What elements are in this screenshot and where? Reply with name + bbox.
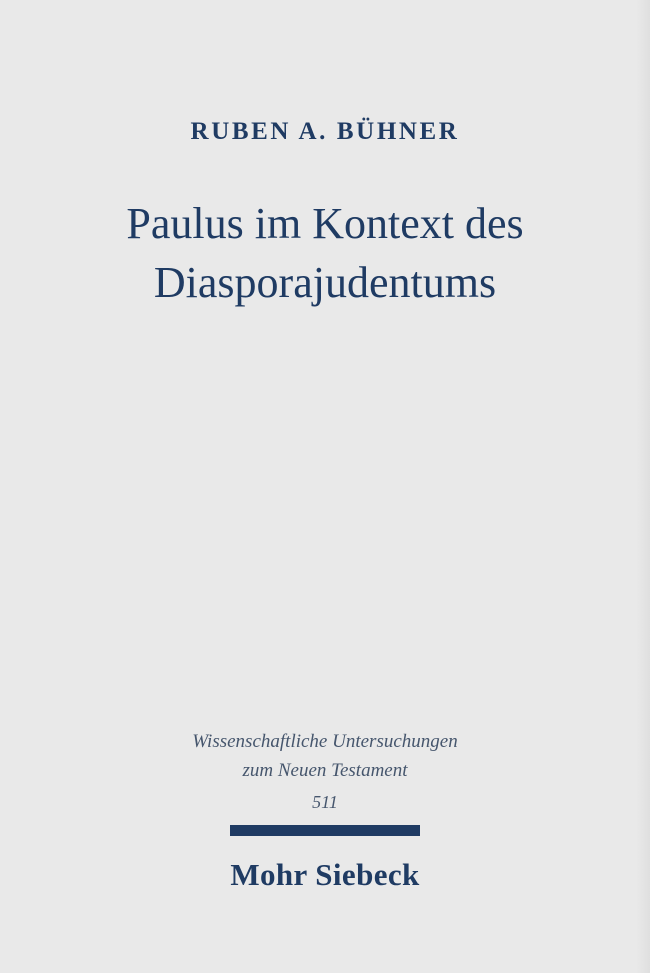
publisher-name: Mohr Siebeck <box>230 857 420 892</box>
author-name: RUBEN A. BÜHNER <box>190 118 460 145</box>
book-title-line-2: Diasporajudentums <box>153 257 497 307</box>
book-title <box>52 195 598 312</box>
series-name-line-2: zum Neuen Testament <box>242 759 408 781</box>
decorative-rule <box>230 825 420 836</box>
book-title-line-1: Paulus im Kontext des <box>126 199 524 248</box>
series-name <box>0 728 650 816</box>
series-name-line-1: Wissenschaftliche Untersuchungen <box>192 731 458 752</box>
series-volume-number: 511 <box>312 792 338 812</box>
